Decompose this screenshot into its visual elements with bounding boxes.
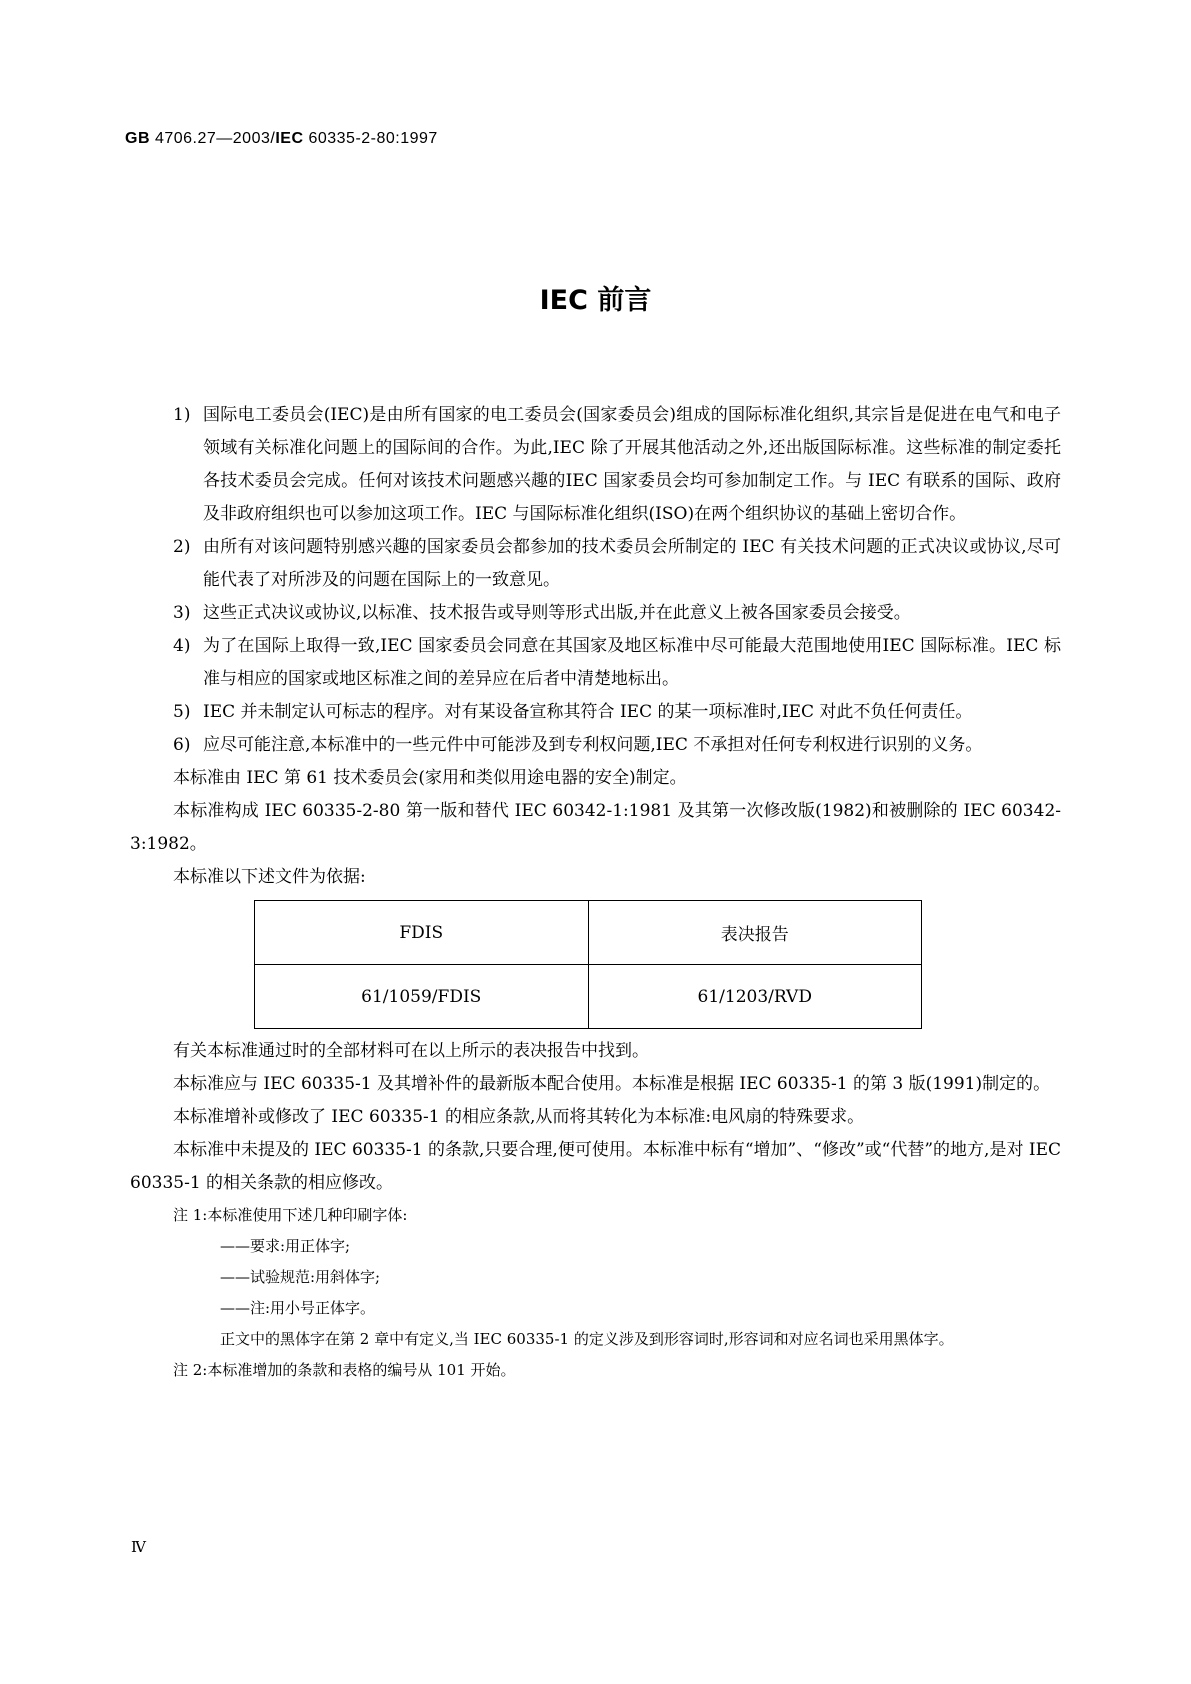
header-iec-code: 60335-2-80:1997 [303,130,438,147]
page-title: IEC 前言 [539,285,652,316]
item-number: 4) [173,636,191,656]
note-1: 注 1:本标准使用下述几种印刷字体: [173,1206,408,1224]
table-cell: 61/1203/RVD [588,965,922,1029]
item-text: 应尽可能注意,本标准中的一些元件中可能涉及到专利权问题,IEC 不承担对任何专利权进行识别的义务。 [203,735,983,755]
table-header-row [255,901,922,965]
header-gb: GB [125,130,150,147]
note-dash-requirements: ——要求:用正体字; [220,1237,351,1255]
note-2: 注 2:本标准增加的条款和表格的编号从 101 开始。 [173,1361,516,1379]
paragraph-usage: 本标准应与 IEC 60335-1 及其增补件的最新版本配合使用。本标准是根据 IEC 60335-1 的第 3 版(1991)制定的。 [173,1074,1051,1094]
item-number: 2) [173,537,191,557]
item-text: 为了在国际上取得一致,IEC 国家委员会同意在其国家及地区标准中尽可能最大范围地使用IEC 国际标准。IEC 标准与相应的国家或地区标准之间的差异应在后者中清楚地标出。 [203,636,1061,689]
page-number: Ⅳ [131,1538,146,1556]
paragraph-based-on: 本标准以下述文件为依据: [173,867,366,887]
header-iec: IEC [275,130,304,147]
table-header-cell: FDIS [255,901,589,965]
header-code: 4706.27—2003/ [150,130,276,147]
note-dash-notes: ——注:用小号正体字。 [220,1299,376,1317]
document-table [254,900,922,1029]
paragraph-unmentioned: 本标准中未提及的 IEC 60335-1 的条款,只要合理,便可使用。本标准中标有“增加”、“修改”或“代替”的地方,是对 IEC 60335-1 的相关条款的相应修改。 [130,1140,1061,1193]
foreword-body [130,399,1061,1386]
item-text: 这些正式决议或协议,以标准、技术报告或导则等形式出版,并在此意义上被各国家委员会接受。 [203,603,911,623]
item-text: 由所有对该问题特别感兴趣的国家委员会都参加的技术委员会所制定的 IEC 有关技术问题的正式决议或协议,尽可能代表了对所涉及的问题在国际上的一致意见。 [203,537,1061,590]
item-number: 3) [173,603,191,623]
list-item [130,399,1061,531]
list-item [130,531,1061,597]
note-dash-test-specs: ——试验规范:用斜体字; [220,1268,381,1286]
list-item [130,597,1061,630]
paragraph-materials: 有关本标准通过时的全部材料可在以上所示的表决报告中找到。 [173,1041,649,1061]
list-item [130,729,1061,762]
list-item [130,696,1061,729]
table-cell: 61/1059/FDIS [255,965,589,1029]
item-number: 6) [173,735,191,755]
table-row [255,965,922,1029]
document-header [125,130,438,148]
table-header-cell: 表决报告 [588,901,922,965]
paragraph-committee: 本标准由 IEC 第 61 技术委员会(家用和类似用途电器的安全)制定。 [173,768,687,788]
item-number: 1) [173,405,191,425]
paragraph-edition: 本标准构成 IEC 60335-2-80 第一版和替代 IEC 60342-1:1981 及其第一次修改版(1982)和被删除的 IEC 60342-3:1982。 [130,801,1061,854]
note-bold-text: 正文中的黑体字在第 2 章中有定义,当 IEC 60335-1 的定义涉及到形容词时,形容词和对应名词也采用黑体字。 [220,1330,954,1348]
list-item [130,630,1061,696]
item-text: IEC 并未制定认可标志的程序。对有某设备宣称其符合 IEC 的某一项标准时,IEC 对此不负任何责任。 [203,702,973,722]
paragraph-modification: 本标准增补或修改了 IEC 60335-1 的相应条款,从而将其转化为本标准:电风扇的特殊要求。 [173,1107,865,1127]
item-text: 国际电工委员会(IEC)是由所有国家的电工委员会(国家委员会)组成的国际标准化组织,其宗旨是促进在电气和电子领域有关标准化问题上的国际间的合作。为此,IEC 除了开展其他活动之外,还出版国际标准。这些标准的制定委托各技术委员会完成。任何对该技术问题感兴趣的IEC 国家委员会均可参加制定工作。与 IEC 有联系的国际、政府及非政府组织也可以参加这项工作。IEC 与国际标准化组织(ISO)在两个组织协议的基础上密切合作。 [203,405,1061,524]
item-number: 5) [173,702,191,722]
